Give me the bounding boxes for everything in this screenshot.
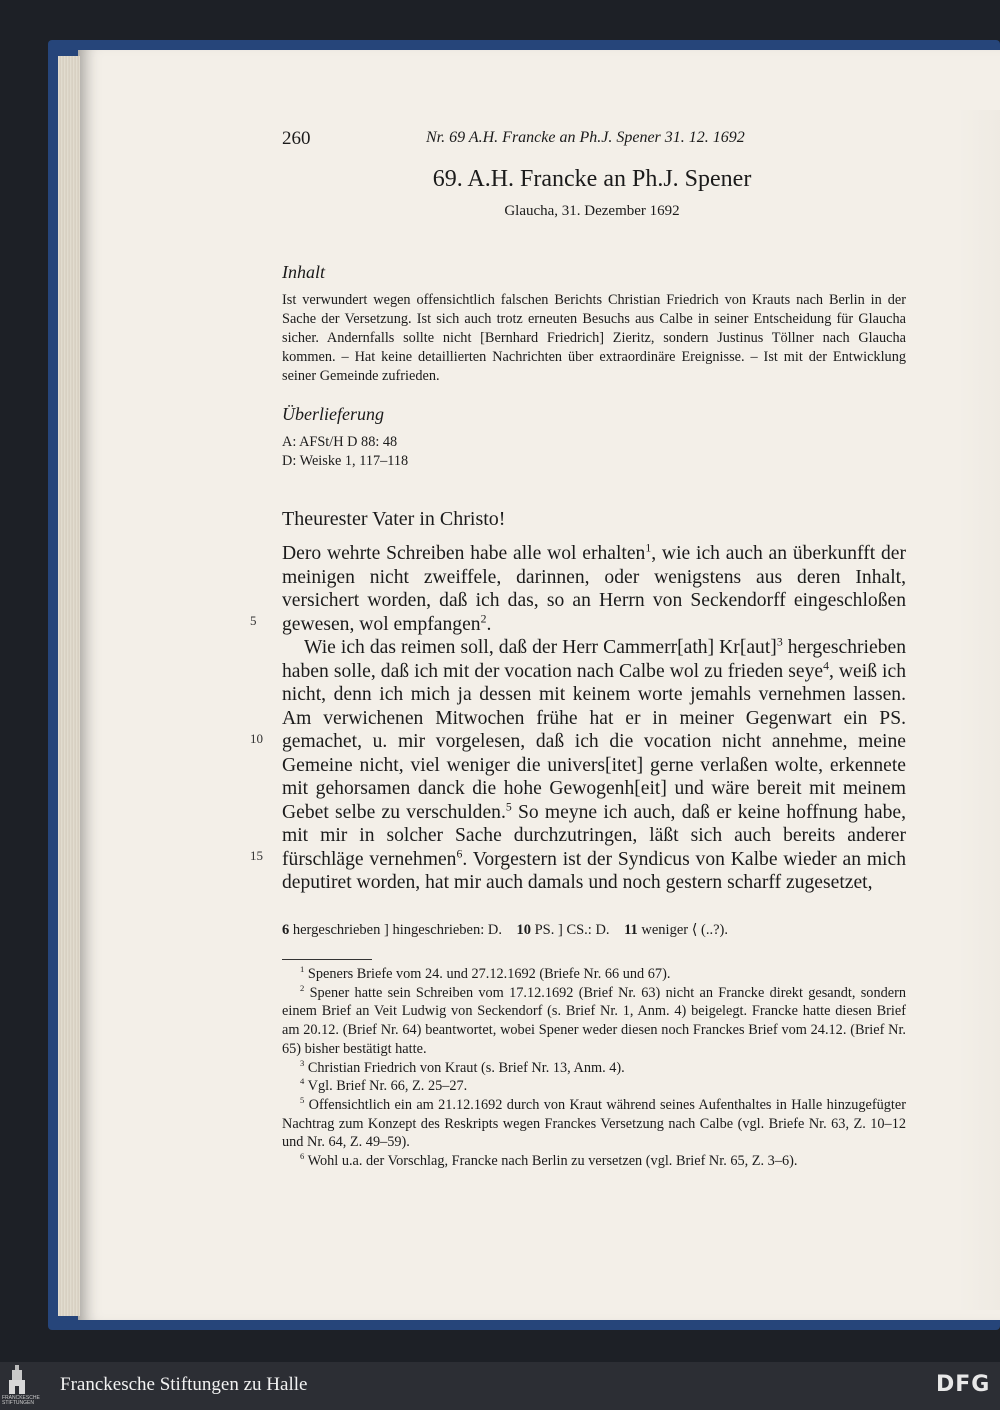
letter-dateline: Glaucha, 31. Dezember 1692 [504, 203, 680, 219]
footnote: $^1$ Speners Briefe vom 24. und 27.12.1692 (Briefe Nr. 66 und 67). [300, 964, 671, 982]
ueberlieferung-line-a: A: AFSt/H D 88: 48 [282, 434, 398, 450]
logo-caption: FRANCKESCHE STIFTUNGEN [2, 1395, 40, 1406]
page-edges [58, 56, 80, 1316]
line-number-10: 10 [250, 731, 263, 746]
body-paragraph-1: Dero wehrte Schreiben habe alle wol erhalten$^1$, wie ich auch an überkunfft der meinigen nicht zweiffele, darinnen, oder wenigstens aus deren Inhalt, versichert worden, daß ich das, so an Herrn von Seckendorff eingeschloßen gewesen, wol empfangen$^2$. [282, 541, 906, 635]
footnote-ref-5: 5 [505, 799, 512, 813]
salutation: Theurester Vater in Christo! [282, 508, 506, 530]
letter-body [282, 542, 906, 895]
ueberlieferung-heading: Überlieferung [282, 404, 384, 424]
footnote-ref-3: 3 [776, 635, 783, 649]
dfg-logo: DFG [936, 1372, 991, 1397]
ueberlieferung-block [282, 433, 906, 471]
letter-title: 69. A.H. Francke an Ph.J. Spener [432, 166, 752, 192]
running-head-text: Nr. 69 A.H. Francke an Ph.J. Spener 31. 12. 1692 [426, 129, 745, 146]
line-number-5: 5 [250, 613, 257, 628]
footnote: $^3$ Christian Friedrich von Kraut (s. Brief Nr. 13, Anm. 4). [300, 1057, 625, 1076]
body-paragraph-2: Wie ich das reimen soll, daß der Herr Cammerr[ath] Kr[aut]$^3$ hergeschrieben haben solle, daß ich mit der vocation nach Calbe wol zu frieden seye$^4$, weiß ich nicht, denn ich mich ja dessen mit keinem worte jemahls vernehmen lassen. Am verwichenen Mitwochen frühe hat er in meiner Gegenwart ein PS. gemachet, u. mir vorgelesen, daß ich die vocation nicht annehme, meine Gemeine nicht, viel weniger die univers[itet] gerne verlaßen wolte, erkennete mit gehorsamen danck die hohe Gewogenh[eit] und wäre bereit mit meinem Gebet selbe zu verschulden.$^5$ So meyne ich auch, daß er keine hoffnung habe, mit mir in solcher Sache durchzutringen, läßt sich auch bereits anderer fürschläge vernehmen$^6$. Vorgestern ist der Syndicus von Kalbe wieder an mich deputiret worden, hat mir auch damals und noch gestern scharff zugesetzet, [282, 635, 906, 893]
footnote-rule [282, 959, 372, 960]
footnotes [282, 965, 906, 1171]
footnote-ref-4: 4 [823, 658, 829, 672]
footnote: $^6$ Wohl u.a. der Vorschlag, Francke nach Berlin zu versetzen (vgl. Brief Nr. 65, Z. 3–6). [300, 1151, 798, 1170]
footnote-ref-2: 2 [480, 611, 487, 625]
critical-apparatus: 6 hergeschrieben ] hingeschrieben: D. 10 PS. ] CS.: D. 11 weniger ⟨ (..?). [282, 922, 728, 938]
ueberlieferung-line-d: D: Weiske 1, 117–118 [282, 453, 409, 469]
page-bleed-through [958, 110, 1000, 1310]
footnote: $^4$ Vgl. Brief Nr. 66, Z. 25–27. [300, 1076, 468, 1095]
footnote: $^5$ Offensichtlich ein am 21.12.1692 durch von Kraut während seines Aufenthaltes in Halle hinzugefügter Nachtrag zum Konzept des Reskripts wegen Franckes Versetzung nach Calbe (vgl. Briefe Nr. 63, Z. 10–12 und Nr. 64, Z. 49–59). [282, 1095, 906, 1151]
line-number-15: 15 [250, 848, 263, 863]
footnote-ref-6: 6 [456, 846, 463, 860]
footnote-ref-1: 1 [645, 541, 652, 555]
inhalt-heading: Inhalt [282, 262, 325, 282]
inhalt-text: Ist verwundert wegen offensichtlich falschen Berichts Christian Friedrich von Krauts nach Berlin in der Sache der Versetzung. Ist sich auch trotz erneuten Besuchs aus Calbe in seiner Entscheidung für Glaucha sicher. Andernfalls sollte nicht [Bernhard Friedrich] Zieritz, sondern Justinus Töllner nach Glaucha kommen. – Hat keine detaillierten Nachrichten über extraordinäre Ereignisse. – Ist mit der Entwicklung seiner Gemeinde zufrieden. [282, 292, 906, 384]
page-number: 260 [282, 128, 311, 149]
institution-name: Franckesche Stiftungen zu Halle [60, 1374, 308, 1395]
footnote: $^2$ Spener hatte sein Schreiben vom 17.12.1692 (Brief Nr. 63) nicht an Francke direkt gesandt, sondern einem Brief an Veit Ludwig von Seckendorf (s. Brief Nr. 1, Anm. 4) beigelegt. Francke hatte diesen Brief am 20.12. (Brief Nr. 64) beantwortet, wobei Spener weder diesen noch Franckes Brief vom 24.12. (Brief Nr. 65) bisher bestätigt hatte. [282, 982, 906, 1057]
